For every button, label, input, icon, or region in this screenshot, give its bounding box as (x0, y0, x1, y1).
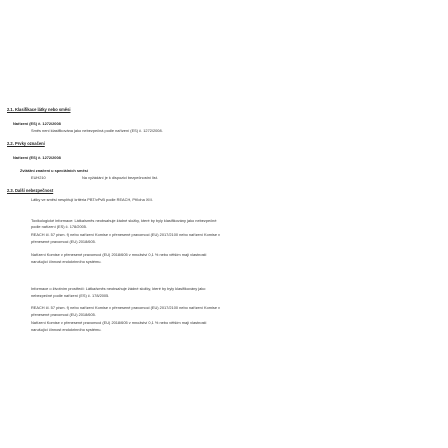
tox-line: Toxikologické informace: Látka/směs neobsahuje žádné složky, které by byly klasifikovány jako nebezpečné (31, 218, 217, 223)
env-line: narušující činnost endokrinního systému. (31, 327, 102, 332)
tox-line: přenesené pravomoci (EU) 2018/605. (31, 239, 96, 244)
section-2-2-regulation: Nařízení (ES) č. 1272/2008 (13, 155, 61, 160)
pbt-text: Látky ve směsi nesplňují kritéria PBT/vPvB podle REACH, Příloha XIII. (31, 197, 153, 202)
section-2-1-heading: 2.1. Klasifikace látky nebo směsi (7, 107, 71, 112)
env-line: REACH čl. 57 písm. f) nebo nařízení Komise v přenesené pravomoci (EU) 2017/2100 nebo nařízení Komise v (31, 305, 221, 310)
env-line: nebezpečné podle nařízení (ES) č. 178/2005. (31, 293, 110, 298)
tox-line: Nařízení Komise v přenesené pravomoci (EU) 2018/605 v množství 0,1 % nebo větším mají vlastnosti (31, 252, 207, 257)
section-2-1-regulation: Nařízení (ES) č. 1272/2008 (13, 121, 61, 126)
env-line: Informace o životním prostředí: Látka/směs neobsahuje žádné složky, které by byly klasifikovány jako (31, 286, 206, 291)
env-line: přenesené pravomoci (EU) 2018/605. (31, 312, 96, 317)
tox-line: narušující činnost endokrinního systému. (31, 259, 102, 264)
section-2-1-text: Směs není klasifikována jako nebezpečná podle nařízení (ES) č. 1272/2008. (31, 128, 163, 133)
section-2-2-heading: 2.2. Prvky označení (7, 141, 45, 146)
special-label-heading: Zvláštní značení u speciálních směsí (20, 168, 88, 173)
env-line: Nařízení Komise v přenesené pravomoci (EU) 2018/605 v množství 0,1 % nebo větším mají vlastnosti (31, 320, 207, 325)
tox-line: REACH čl. 57 písm. f) nebo nařízení Komise v přenesené pravomoci (EU) 2017/2100 nebo nařízení Komise v (31, 232, 221, 237)
tox-line: podle nařízení (ES) č. 178/2005. (31, 224, 88, 229)
euh-code-text: Na vyžádání je k dispozici bezpečnostní list. (82, 175, 158, 180)
section-2-3-heading: 2.3. Další nebezpečnost (7, 188, 54, 193)
euh-code: EUH210 (31, 175, 46, 180)
